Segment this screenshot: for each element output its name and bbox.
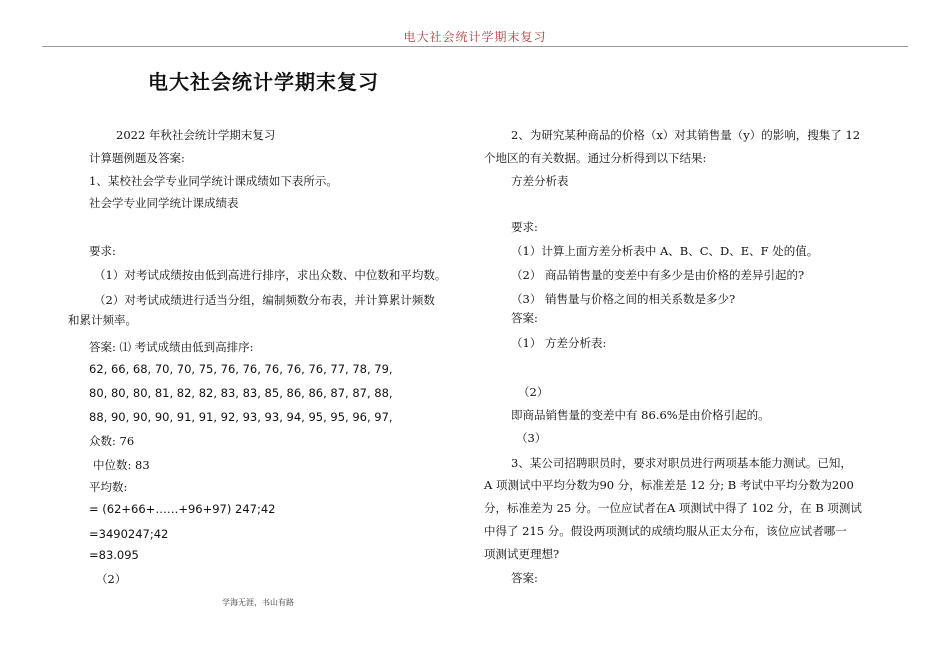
- text-line: 要求:: [511, 220, 538, 234]
- text-line: 88, 90, 90, 90, 91, 91, 92, 93, 93, 94, 95, 95, 96, 97,: [89, 410, 393, 424]
- text-line: 答案:: [511, 571, 538, 585]
- text-line: 答案:: [511, 311, 538, 325]
- text-line: （2）: [518, 385, 549, 399]
- text-line: 方差分析表: [511, 174, 569, 188]
- text-line: 和累计频率。: [68, 313, 137, 327]
- text-line: 2、为研究某种商品的价格（x）对其销售量（y）的影响，搜集了 12: [511, 128, 861, 142]
- text-line: 项测试更理想?: [484, 547, 560, 561]
- text-line: （1）计算上面方差分析表中 A、B、C、D、E、F 处的值。: [511, 244, 819, 258]
- document-title: 电大社会统计学期末复习: [148, 70, 379, 94]
- text-line: 个地区的有关数据。通过分析得到以下结果:: [484, 151, 707, 165]
- text-line: 分，标准差为 25 分。一位应试者在A 项测试中得了 102 分，在 B 项测试: [484, 501, 862, 515]
- text-line: 众数: 76: [89, 434, 135, 448]
- text-line: =83.095: [89, 548, 139, 562]
- text-line: （2） 商品销售量的变差中有多少是由价格的差异引起的?: [511, 268, 805, 282]
- text-line: 80, 80, 80, 81, 82, 82, 83, 83, 85, 86, 86, 87, 87, 88,: [89, 386, 393, 400]
- text-line: =3490247;42: [89, 527, 169, 541]
- page-header-title: 电大社会统计学期末复习: [403, 30, 547, 44]
- text-line: （3） 销售量与价格之间的相关系数是多少?: [511, 292, 736, 306]
- text-line: = (62+66+……+96+97) 247;42: [89, 502, 276, 516]
- text-line: 中得了 215 分。假设两项测试的成绩均服从正太分布，该位应试者哪一: [484, 524, 847, 538]
- text-line: （1）对考试成绩按由低到高进行排序，求出众数、中位数和平均数。: [94, 268, 447, 282]
- page-footer: 学海无涯，书山有路: [222, 598, 294, 607]
- text-line: 计算题例题及答案:: [89, 151, 185, 165]
- text-line: 要求:: [89, 244, 116, 258]
- text-line: 1、某校社会学专业同学统计课成绩如下表所示。: [89, 174, 338, 188]
- text-line: 中位数: 83: [93, 458, 150, 472]
- header-divider: [42, 46, 908, 47]
- text-line: 答案: ⑴ 考试成绩由低到高排序:: [89, 340, 254, 354]
- text-line: （2）: [96, 572, 127, 586]
- text-line: 即商品销售量的变差中有 86.6%是由价格引起的。: [511, 408, 770, 422]
- text-line: （2）对考试成绩进行适当分组，编制频数分布表，并计算累计频数: [94, 293, 435, 307]
- text-line: 平均数:: [89, 480, 128, 494]
- text-line: （1） 方差分析表:: [511, 336, 607, 350]
- text-line: 社会学专业同学统计课成绩表: [89, 196, 239, 210]
- text-line: （3）: [516, 431, 547, 445]
- text-line: 2022 年秋社会统计学期末复习: [116, 128, 276, 142]
- text-line: 62, 66, 68, 70, 70, 75, 76, 76, 76, 76, 76, 77, 78, 79,: [89, 362, 393, 376]
- text-line: A 项测试中平均分数为90 分，标准差是 12 分; B 考试中平均分数为200: [484, 478, 854, 492]
- text-line: 3、某公司招聘职员时，要求对职员进行两项基本能力测试。已知，: [511, 456, 852, 470]
